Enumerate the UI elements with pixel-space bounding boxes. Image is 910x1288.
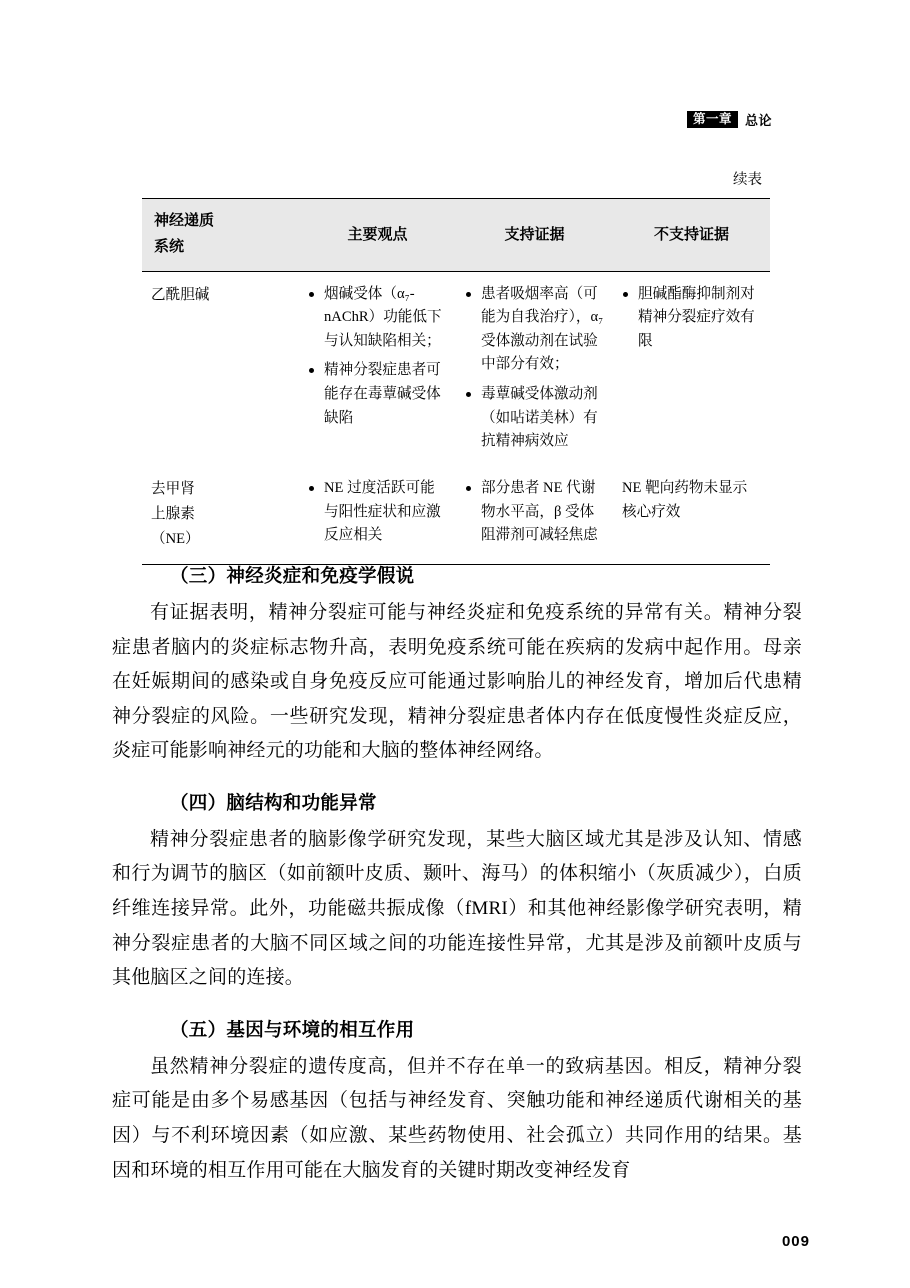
chapter-name: 总论 [744, 113, 772, 128]
support-list [465, 283, 604, 454]
support-list [465, 477, 604, 548]
neurotransmitter-table [142, 198, 770, 565]
cell-system-line: 上腺素 [151, 506, 195, 523]
views-list [308, 477, 447, 548]
table-head [142, 199, 770, 272]
section-heading-5: （五）基因与环境的相互作用 [170, 1018, 415, 1040]
section-paragraph-4: 精神分裂症患者的脑影像学研究发现，某些大脑区域尤其是涉及认知、情感和行为调节的脑区（如前额叶皮质、颞叶、海马）的体积缩小（灰质减少），白质纤维连接异常。此外，功能磁共振成像（fMRI）和其他神经影像学研究表明，精神分裂症患者的大脑不同区域之间的功能连接性异常，尤其是涉及前额叶皮质与其他脑区之间的连接。 [112, 828, 802, 989]
neurotransmitter-table-wrapper [142, 198, 770, 565]
cell-support [456, 466, 613, 565]
list-item: 部分患者 NE 代谢物水平高，β 受体阻滞剂可减轻焦虑 [465, 477, 604, 548]
table-row [142, 271, 770, 466]
cell-system [142, 466, 299, 565]
list-item: NE 过度活跃可能与阳性症状和应激反应相关 [308, 477, 447, 548]
cell-against [613, 466, 770, 565]
list-item: 胆碱酯酶抑制剂对精神分裂症疗效有限 [622, 283, 761, 354]
section-paragraph-3: 有证据表明，精神分裂症可能与神经炎症和免疫系统的异常有关。精神分裂症患者脑内的炎症标志物升高，表明免疫系统可能在疾病的发病中起作用。母亲在妊娠期间的感染或自身免疫反应可能通过影响胎儿的神经发育，增加后代患精神分裂症的风险。一些研究发现，精神分裂症患者体内存在低度慢性炎症反应，炎症可能影响神经元的功能和大脑的整体神经网络。 [112, 602, 802, 762]
chapter-tag: 第一章 [687, 111, 738, 129]
views-list [308, 283, 447, 431]
section-heading-4: （四）脑结构和功能异常 [170, 791, 377, 813]
table-row [142, 466, 770, 565]
cell-system-line: （NE） [151, 531, 200, 548]
table-header-system-line2: 系统 [154, 238, 185, 256]
body-content [112, 556, 802, 1190]
list-item: 毒蕈碱受体激动剂（如呫诺美林）有抗精神病效应 [465, 383, 604, 454]
table-header-against: 不支持证据 [613, 199, 770, 272]
table-header-system-line1: 神经递质 [154, 212, 215, 229]
cell-system-line: 去甲肾 [151, 480, 195, 497]
list-item: 烟碱受体（α₇-nAChR）功能低下与认知缺陷相关； [308, 283, 447, 354]
section-paragraph-5: 虽然精神分裂症的遗传度高，但并不存在单一的致病基因。相反，精神分裂症可能是由多个易感基因（包括与神经发育、突触功能和神经递质代谢相关的基因）与不利环境因素（如应激、某些药物使用、社会孤立）共同作用的结果。基因和环境的相互作用可能在大脑发育的关键时期改变神经发育 [112, 1055, 802, 1181]
table-header-views: 主要观点 [299, 199, 456, 272]
cell-system: 乙酰胆碱 [151, 286, 210, 303]
table-continued-label: 续表 [733, 172, 762, 188]
section-heading-3: （三）神经炎症和免疫学假说 [170, 565, 415, 586]
running-head [687, 110, 772, 129]
table-header-support: 支持证据 [456, 199, 613, 272]
page-number: 009 [781, 1233, 810, 1250]
list-item: 精神分裂症患者可能存在毒蕈碱受体缺陷 [308, 359, 447, 430]
cell-views [299, 466, 456, 565]
against-list [622, 283, 761, 354]
cell-against-text: NE 靶向药物未显示核心疗效 [622, 479, 748, 520]
table-header-system [142, 199, 299, 272]
cell-against [613, 271, 770, 466]
cell-support [456, 271, 613, 466]
cell-views [299, 271, 456, 466]
list-item: 患者吸烟率高（可能为自我治疗），α₇受体激动剂在试验中部分有效； [465, 283, 604, 378]
table-header-row [142, 199, 770, 272]
table-body [142, 271, 770, 565]
